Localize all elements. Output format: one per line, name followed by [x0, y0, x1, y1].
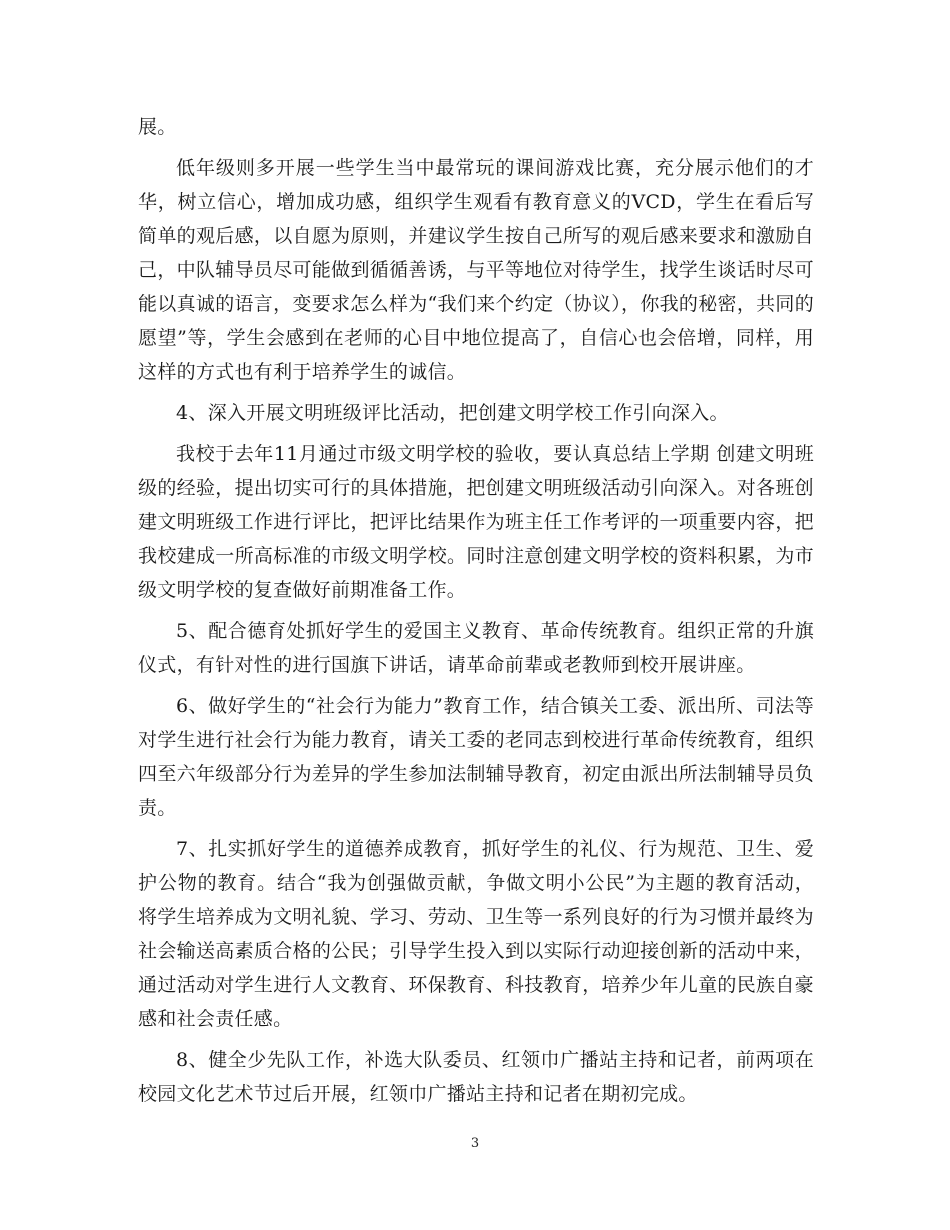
paragraph-item-5: 5、配合德育处抓好学生的爱国主义教育、革命传统教育。组织正常的升旗仪式，有针对性的进行国旗下讲话，请革命前辈或老教师到校开展讲座。: [138, 620, 814, 676]
page-number: 3: [470, 1136, 480, 1151]
paragraph-item-4-body: 我校于去年11月通过市级文明学校的验收，要认真总结上学期 创建文明班级的经验，提出切实可行的具体措施，把创建文明班级活动引向深入。对各班创建文明班级工作进行评比，把评比结果作为班主任工作考评的一项重要内容，把我校建成一所高标准的市级文明学校。同时注意创建文明学校的资料积累，为市级文明学校的复查做好前期准备工作。: [138, 443, 814, 601]
document-body: [138, 110, 814, 1111]
paragraph-item-4-heading: 4、深入开展文明班级评比活动，把创建文明学校工作引向深入。: [176, 402, 729, 424]
paragraph-item-8: 8、健全少先队工作，补选大队委员、红领巾广播站主持和记者，前两项在校园文化艺术节过后开展，红领巾广播站主持和记者在期初完成。: [138, 1049, 814, 1105]
paragraph-item-6: 6、做好学生的“社会行为能力”教育工作，结合镇关工委、派出所、司法等对学生进行社会行为能力教育，请关工委的老同志到校进行革命传统教育，组织四至六年级部分行为差异的学生参加法制辅导教育，初定由派出所法制辅导员负责。: [138, 695, 814, 819]
paragraph-continuation: 展。: [138, 116, 177, 138]
paragraph-item-7: 7、扎实抓好学生的道德养成教育，抓好学生的礼仪、行为规范、卫生、爱护公物的教育。结合“我为创强做贡献，争做文明小公民”为主题的教育活动，将学生培养成为文明礼貌、学习、劳动、卫生等一系列良好的行为习惯并最终为社会输送高素质合格的公民；引导学生投入到以实际行动迎接创新的活动中来，通过活动对学生进行人文教育、环保教育、科技教育，培养少年儿童的民族自豪感和社会责任感。: [138, 838, 814, 1030]
paragraph-lower-grade-activities: 低年级则多开展一些学生当中最常玩的课间游戏比赛，充分展示他们的才华，树立信心，增加成功感，组织学生观看有教育意义的VCD，学生在看后写简单的观后感，以自愿为原则，并建议学生按自己所写的观后感来要求和激励自己，中队辅导员尽可能做到循循善诱，与平等地位对待学生，找学生谈话时尽可能以真诚的语言，变要求怎么样为“我们来个约定（协议），你我的秘密，共同的愿望”等，学生会感到在老师的心目中地位提高了，自信心也会倍增，同样，用这样的方式也有利于培养学生的诚信。: [138, 157, 815, 383]
